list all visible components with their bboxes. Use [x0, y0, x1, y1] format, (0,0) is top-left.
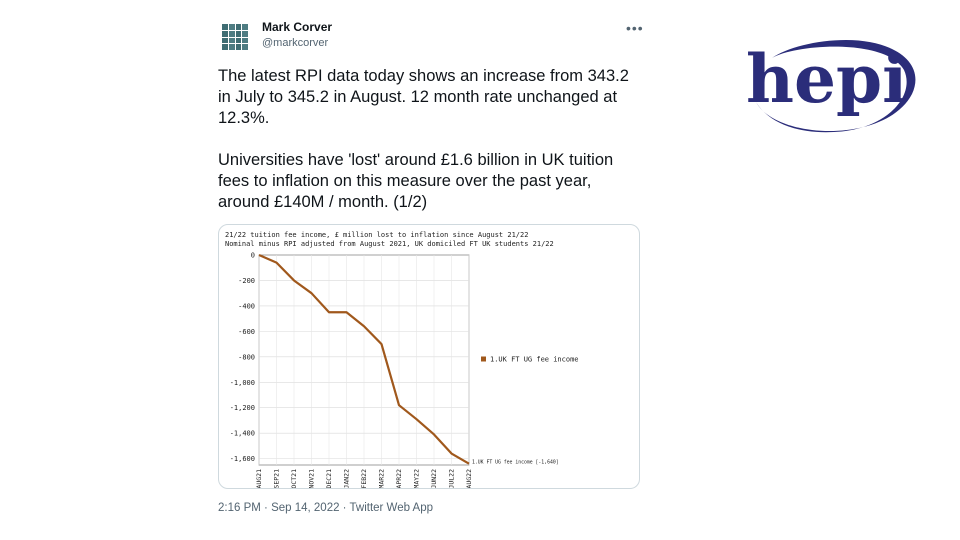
legend-swatch: [481, 357, 486, 362]
hepi-logo: [736, 36, 922, 142]
x-tick-label: AUG22: [465, 469, 473, 489]
logo-text: hepi: [746, 40, 908, 118]
tweet-source[interactable]: Twitter Web App: [349, 502, 434, 514]
y-tick-label: -1,600: [229, 455, 255, 464]
x-tick-label: MAR22: [377, 469, 386, 489]
tweet-date[interactable]: Sep 14, 2022: [271, 502, 340, 514]
tweet-text: [218, 66, 638, 234]
y-tick-label: -800: [238, 353, 255, 362]
chart-title: 21/22 tuition fee income, £ million lost to inflation since August 21/22: [225, 231, 529, 239]
chart-image[interactable]: [218, 224, 640, 489]
author-name[interactable]: Mark Corver: [262, 20, 333, 34]
rpi-chart: [219, 225, 640, 489]
y-tick-label: -1,400: [229, 429, 255, 438]
avatar[interactable]: [222, 24, 248, 50]
x-tick-label: NOV21: [307, 469, 316, 489]
x-tick-label: SEP21: [272, 469, 281, 489]
legend-label: 1.UK FT UG fee income: [490, 355, 579, 364]
y-tick-label: -600: [238, 327, 255, 336]
y-tick-label: -400: [238, 302, 255, 311]
y-tick-label: -1,200: [229, 404, 255, 413]
tweet-time[interactable]: 2:16 PM: [218, 502, 261, 514]
x-tick-label: JUL22: [447, 469, 456, 489]
x-tick-label: JAN22: [342, 469, 351, 489]
x-tick-label: APR22: [395, 469, 403, 489]
y-tick-label: -1,000: [229, 378, 255, 387]
tweet-paragraph-2: Universities have 'lost' around £1.6 billion in UK tuition fees to inflation on this measure over the past year, around £140M / month. (1/2): [218, 151, 614, 211]
chart-subtitle: Nominal minus RPI adjusted from August 2021, UK domiciled FT UK students 21/22: [225, 240, 554, 248]
x-tick-label: DEC21: [325, 469, 333, 489]
x-tick-label: OCT21: [290, 469, 298, 489]
series-end-label: 1.UK FT UG fee income [-1,640]: [472, 460, 559, 466]
tweet-footer: 2:16 PM · Sep 14, 2022 · Twitter Web App: [218, 502, 434, 514]
author-handle[interactable]: @markcorver: [262, 37, 329, 49]
y-tick-label: -200: [238, 276, 255, 285]
x-tick-label: AUG21: [255, 469, 263, 489]
x-tick-label: FEB22: [360, 469, 368, 489]
y-tick-label: 0: [250, 251, 255, 260]
x-tick-label: MAY22: [412, 469, 421, 489]
x-tick-label: JUN22: [430, 469, 438, 489]
tweet-paragraph-1: The latest RPI data today shows an increase from 343.2 in July to 345.2 in August. 12 month rate unchanged at 12.3%.: [218, 67, 629, 127]
more-horizontal-icon[interactable]: •••: [626, 20, 644, 36]
